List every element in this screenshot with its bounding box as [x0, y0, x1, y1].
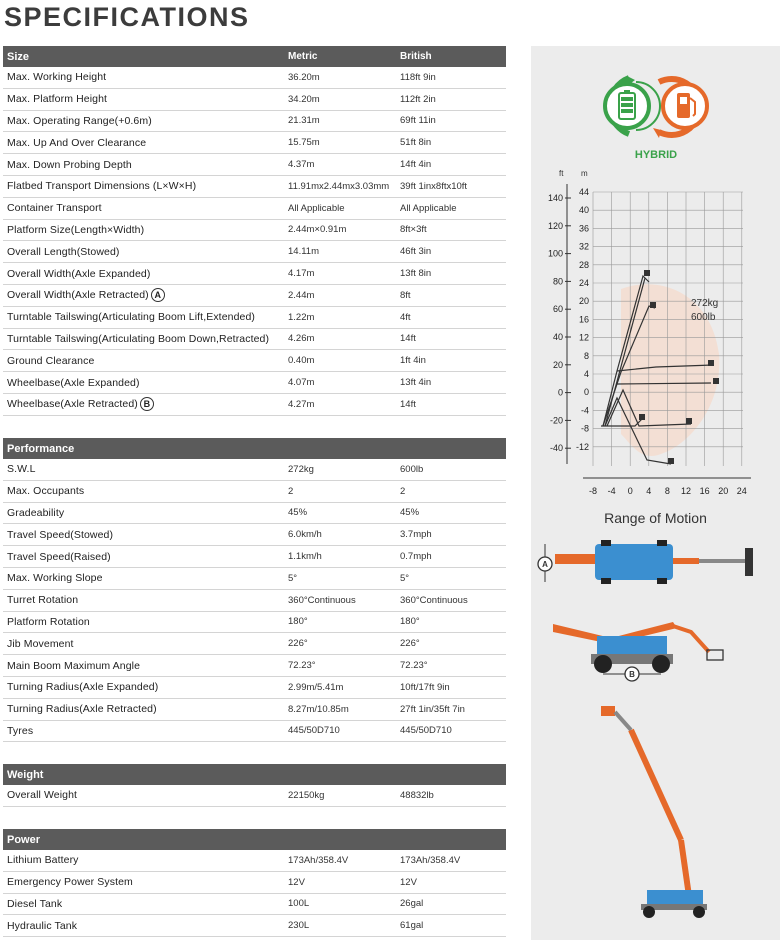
spec-label [3, 377, 285, 389]
spec-row [3, 285, 506, 307]
y-tick-m: 8 [583, 350, 589, 361]
metric-value: 4.17m [288, 268, 315, 280]
spec-label [3, 876, 285, 888]
spec-label [3, 898, 285, 910]
british-column-header: British [400, 51, 432, 62]
spec-label [3, 725, 285, 737]
x-tick-m: -4 [607, 486, 616, 494]
spec-label-text: Container Transport [7, 202, 102, 215]
metric-value: 22150kg [288, 789, 325, 801]
spec-label [3, 551, 285, 563]
y-tick-ft: 0 [557, 387, 563, 398]
spec-row [3, 67, 506, 89]
spec-row [3, 677, 506, 699]
metric-value: 2.44m×0.91m [288, 224, 347, 236]
spec-row [3, 394, 506, 416]
x-tick-m: 8 [664, 486, 670, 494]
spec-label-text: Lithium Battery [7, 854, 79, 867]
spec-row [3, 612, 506, 634]
british-value: 72.23° [400, 660, 428, 672]
metric-value: 11.91mx2.44mx3.03mm [288, 180, 390, 192]
section-title: Weight [7, 768, 44, 781]
x-tick-m: 20 [718, 486, 729, 494]
machine-side-view [531, 614, 780, 684]
metric-value: 5° [288, 572, 298, 584]
spec-label-text: Max. Up And Over Clearance [7, 136, 147, 149]
spec-label-text: Overall Width(Axle Expanded) [7, 267, 151, 280]
x-tick-m: -8 [588, 486, 598, 494]
spec-label [3, 507, 285, 519]
metric-value: 34.20m [288, 93, 320, 105]
y-tick-ft: 40 [552, 332, 563, 342]
metric-value: 173Ah/358.4V [288, 854, 349, 866]
spec-label-text: Turning Radius(Axle Retracted) [7, 703, 157, 716]
spec-label-text: Max. Operating Range(+0.6m) [7, 114, 152, 127]
machine-raised-view [531, 700, 780, 930]
metric-value: All Applicable [288, 202, 345, 214]
metric-value: 1.1km/h [288, 551, 322, 563]
spec-label-text: Emergency Power System [7, 876, 133, 889]
metric-value: 4.37m [288, 159, 315, 171]
y-unit-ft: ft [559, 169, 564, 178]
spec-label [3, 224, 285, 236]
metric-value: 15.75m [288, 137, 320, 149]
british-value: 4ft [400, 311, 411, 323]
spec-label [3, 397, 285, 411]
spec-label-text: Ground Clearance [7, 354, 95, 367]
metric-value: 2.44m [288, 289, 315, 301]
y-tick-m: 12 [578, 332, 589, 343]
british-value: 61gal [400, 920, 424, 932]
british-value: 118ft 9in [400, 71, 436, 83]
section-title: Size [7, 50, 30, 63]
spec-label-text: Overall Length(Stowed) [7, 245, 120, 258]
right-panel [531, 46, 780, 940]
spec-label-text: S.W.L [7, 463, 36, 476]
spec-label [3, 638, 285, 650]
british-value: 10ft/17ft 9in [400, 681, 450, 693]
british-value: 112ft 2in [400, 93, 436, 105]
british-value: 13ft 4in [400, 377, 432, 389]
spec-label-text: Platform Rotation [7, 615, 90, 628]
metric-value: 4.07m [288, 377, 315, 389]
metric-value: 8.27m/10.85m [288, 703, 349, 715]
y-tick-m: 4 [583, 369, 589, 379]
british-value: 46ft 3in [400, 246, 432, 258]
metric-value: 360°Continuous [288, 594, 356, 606]
section-title: Power [7, 833, 41, 846]
range-of-motion-caption: Range of Motion [604, 510, 707, 526]
spec-label [3, 288, 285, 302]
hybrid-logo [531, 46, 780, 166]
spec-label-text: Overall Width(Axle Retracted) [7, 289, 149, 302]
spec-row [3, 350, 506, 372]
metric-value: 4.27m [288, 398, 315, 410]
spec-label-text: Gradeability [7, 506, 65, 519]
spec-label [3, 616, 285, 628]
y-tick-ft: 80 [552, 276, 563, 287]
british-value: 27ft 1in/35ft 7in [400, 703, 465, 715]
british-value: 0.7mph [400, 551, 432, 563]
y-tick-m: -8 [580, 423, 589, 434]
spec-row [3, 590, 506, 612]
metric-value: 4.26m [288, 333, 315, 345]
y-tick-ft: 120 [547, 220, 563, 231]
spec-label [3, 93, 285, 105]
metric-value: 14.11m [288, 246, 319, 258]
british-value: 5° [400, 572, 410, 584]
y-tick-m: 0 [583, 387, 589, 398]
british-value: 1ft 4in [400, 355, 426, 367]
british-value: 69ft 11in [400, 115, 436, 127]
british-value: 39ft 1inx8ftx10ft [400, 180, 468, 192]
british-value: 14ft 4in [400, 159, 432, 171]
spec-label [3, 594, 285, 606]
spec-row [3, 176, 506, 198]
spec-row [3, 459, 506, 481]
spec-label-text: Hydraulic Tank [7, 919, 78, 932]
y-tick-ft: 20 [552, 359, 563, 370]
spec-section-performance [3, 438, 506, 742]
spec-section-power [3, 829, 506, 937]
spec-row [3, 633, 506, 655]
spec-label [3, 180, 285, 192]
british-value: 51ft 8in [400, 137, 432, 149]
y-tick-m: 32 [578, 241, 589, 252]
metric-value: 445/50D710 [288, 725, 340, 737]
spec-row [3, 721, 506, 743]
spec-row [3, 111, 506, 133]
y-tick-ft: 60 [552, 304, 563, 315]
british-value: 360°Continuous [400, 594, 468, 606]
y-unit-m: m [581, 169, 588, 178]
british-value: 2 [400, 485, 406, 497]
spec-row [3, 198, 506, 220]
spec-label-text: Main Boom Maximum Angle [7, 659, 141, 672]
spec-row [3, 132, 506, 154]
spec-row [3, 220, 506, 242]
range-of-motion-chart [531, 164, 780, 494]
spec-label-text: Wheelbase(Axle Retracted) [7, 398, 138, 411]
spec-row [3, 524, 506, 546]
spec-row [3, 307, 506, 329]
spec-section-size [3, 46, 506, 416]
metric-value: 2 [288, 485, 294, 497]
spec-label-text: Max. Working Slope [7, 572, 103, 585]
british-value: 3.7mph [400, 529, 432, 541]
british-value: 26gal [400, 898, 424, 910]
metric-value: 6.0km/h [288, 529, 322, 541]
british-value: 48832lb [400, 789, 434, 801]
x-tick-m: 12 [680, 486, 692, 494]
spec-row [3, 241, 506, 263]
spec-row [3, 915, 506, 937]
spec-label [3, 311, 285, 323]
spec-label [3, 268, 285, 280]
british-value: 8ft [400, 289, 411, 301]
section-header [3, 764, 506, 785]
dimension-badge: A [151, 288, 165, 302]
british-value: 600lb [400, 463, 424, 475]
spec-label [3, 660, 285, 672]
section-title: Performance [7, 442, 75, 455]
spec-label [3, 246, 285, 258]
spec-label-text: Turntable Tailswing(Articulating Boom Down,Retracted) [7, 332, 270, 345]
spec-row [3, 503, 506, 525]
y-tick-ft: 100 [547, 248, 563, 259]
british-value: 13ft 8in [400, 268, 432, 280]
metric-value: 226° [288, 638, 308, 650]
spec-label [3, 159, 285, 171]
spec-label [3, 529, 285, 541]
spec-label-text: Max. Down Probing Depth [7, 158, 132, 171]
metric-value: 2.99m/5.41m [288, 681, 344, 693]
spec-label [3, 71, 285, 83]
y-tick-ft: -20 [549, 415, 563, 426]
spec-row [3, 894, 506, 916]
spec-label-text: Jib Movement [7, 637, 74, 650]
spec-label [3, 202, 285, 214]
british-value: 14ft [400, 398, 416, 410]
spec-label-text: Wheelbase(Axle Expanded) [7, 376, 140, 389]
spec-label [3, 463, 285, 475]
spec-row [3, 329, 506, 351]
british-value: 226° [400, 638, 420, 650]
y-tick-m: -12 [575, 441, 589, 452]
spec-label-text: Turning Radius(Axle Expanded) [7, 681, 159, 694]
british-value: 14ft [400, 333, 416, 345]
battery-icon [605, 76, 660, 134]
spec-row [3, 263, 506, 285]
metric-value: 180° [288, 616, 308, 628]
fuel-pump-icon [653, 79, 707, 138]
y-tick-m: 20 [578, 296, 589, 307]
spec-row [3, 872, 506, 894]
dimension-badge-b: B [629, 670, 635, 679]
spec-label [3, 572, 285, 584]
british-value: All Applicable [400, 202, 457, 214]
metric-value: 36.20m [288, 71, 320, 83]
y-tick-m: 24 [578, 278, 589, 288]
spec-row [3, 568, 506, 590]
metric-value: 12V [288, 876, 305, 888]
y-tick-m: 16 [578, 314, 589, 325]
metric-value: 21.31m [288, 115, 320, 127]
spec-row [3, 89, 506, 111]
spec-row [3, 481, 506, 503]
metric-value: 45% [288, 507, 308, 519]
metric-value: 1.22m [288, 311, 315, 323]
spec-label [3, 854, 285, 866]
spec-row [3, 154, 506, 176]
spec-section-weight [3, 764, 506, 807]
machine-top-view [531, 534, 780, 594]
spec-label-text: Diesel Tank [7, 897, 63, 910]
spec-label-text: Travel Speed(Stowed) [7, 528, 114, 541]
spec-label-text: Overall Weight [7, 789, 78, 802]
spec-row [3, 699, 506, 721]
spec-row [3, 655, 506, 677]
spec-label-text: Flatbed Transport Dimensions (L×W×H) [7, 180, 197, 193]
page-title: SPECIFICATIONS [4, 2, 250, 32]
spec-label [3, 920, 285, 932]
y-tick-ft: 140 [547, 193, 563, 203]
spec-label-text: Travel Speed(Raised) [7, 550, 111, 563]
y-tick-m: 36 [578, 223, 589, 234]
spec-label-text: Platform Size(Length×Width) [7, 223, 145, 236]
metric-column-header: Metric [288, 51, 318, 62]
y-tick-m: 28 [578, 259, 589, 270]
hybrid-label: HYBRID [634, 149, 678, 161]
spec-label [3, 789, 285, 801]
british-value: 12V [400, 876, 417, 888]
metric-value: 230L [288, 920, 310, 932]
spec-label-text: Tyres [7, 724, 34, 737]
spec-label [3, 355, 285, 367]
metric-value: 72.23° [288, 660, 316, 672]
spec-row [3, 850, 506, 872]
spec-label-text: Max. Platform Height [7, 93, 108, 106]
metric-value: 272kg [288, 463, 314, 475]
load-metric-label: 272kg [691, 298, 719, 309]
y-tick-ft: -40 [549, 443, 563, 454]
british-value: 173Ah/358.4V [400, 854, 461, 866]
spec-label [3, 137, 285, 149]
y-tick-m: -4 [580, 405, 589, 416]
spec-label [3, 115, 285, 127]
metric-value: 0.40m [288, 355, 315, 367]
spec-label [3, 485, 285, 497]
spec-row [3, 372, 506, 394]
spec-row [3, 785, 506, 807]
load-british-label: 600lb [691, 312, 716, 323]
british-value: 180° [400, 616, 420, 628]
spec-label-text: Turntable Tailswing(Articulating Boom Lift,Extended) [7, 311, 255, 324]
y-tick-m: 44 [578, 187, 589, 197]
metric-value: 100L [288, 898, 310, 910]
british-value: 8ft×3ft [400, 224, 427, 236]
section-header [3, 438, 506, 459]
dimension-badge: B [140, 397, 154, 411]
y-tick-m: 40 [578, 205, 589, 216]
spec-label-text: Max. Occupants [7, 485, 85, 498]
spec-row [3, 546, 506, 568]
spec-label [3, 703, 285, 715]
x-tick-m: 4 [646, 486, 652, 494]
dimension-badge-a: A [542, 560, 548, 569]
spec-label [3, 333, 285, 345]
british-value: 445/50D710 [400, 725, 452, 737]
section-header [3, 46, 506, 67]
x-tick-m: 24 [736, 486, 747, 494]
x-tick-m: 0 [627, 486, 633, 494]
x-tick-m: 16 [699, 486, 710, 494]
spec-label-text: Max. Working Height [7, 71, 107, 84]
spec-label [3, 681, 285, 693]
british-value: 45% [400, 507, 420, 519]
spec-label-text: Turret Rotation [7, 594, 79, 607]
section-header [3, 829, 506, 850]
